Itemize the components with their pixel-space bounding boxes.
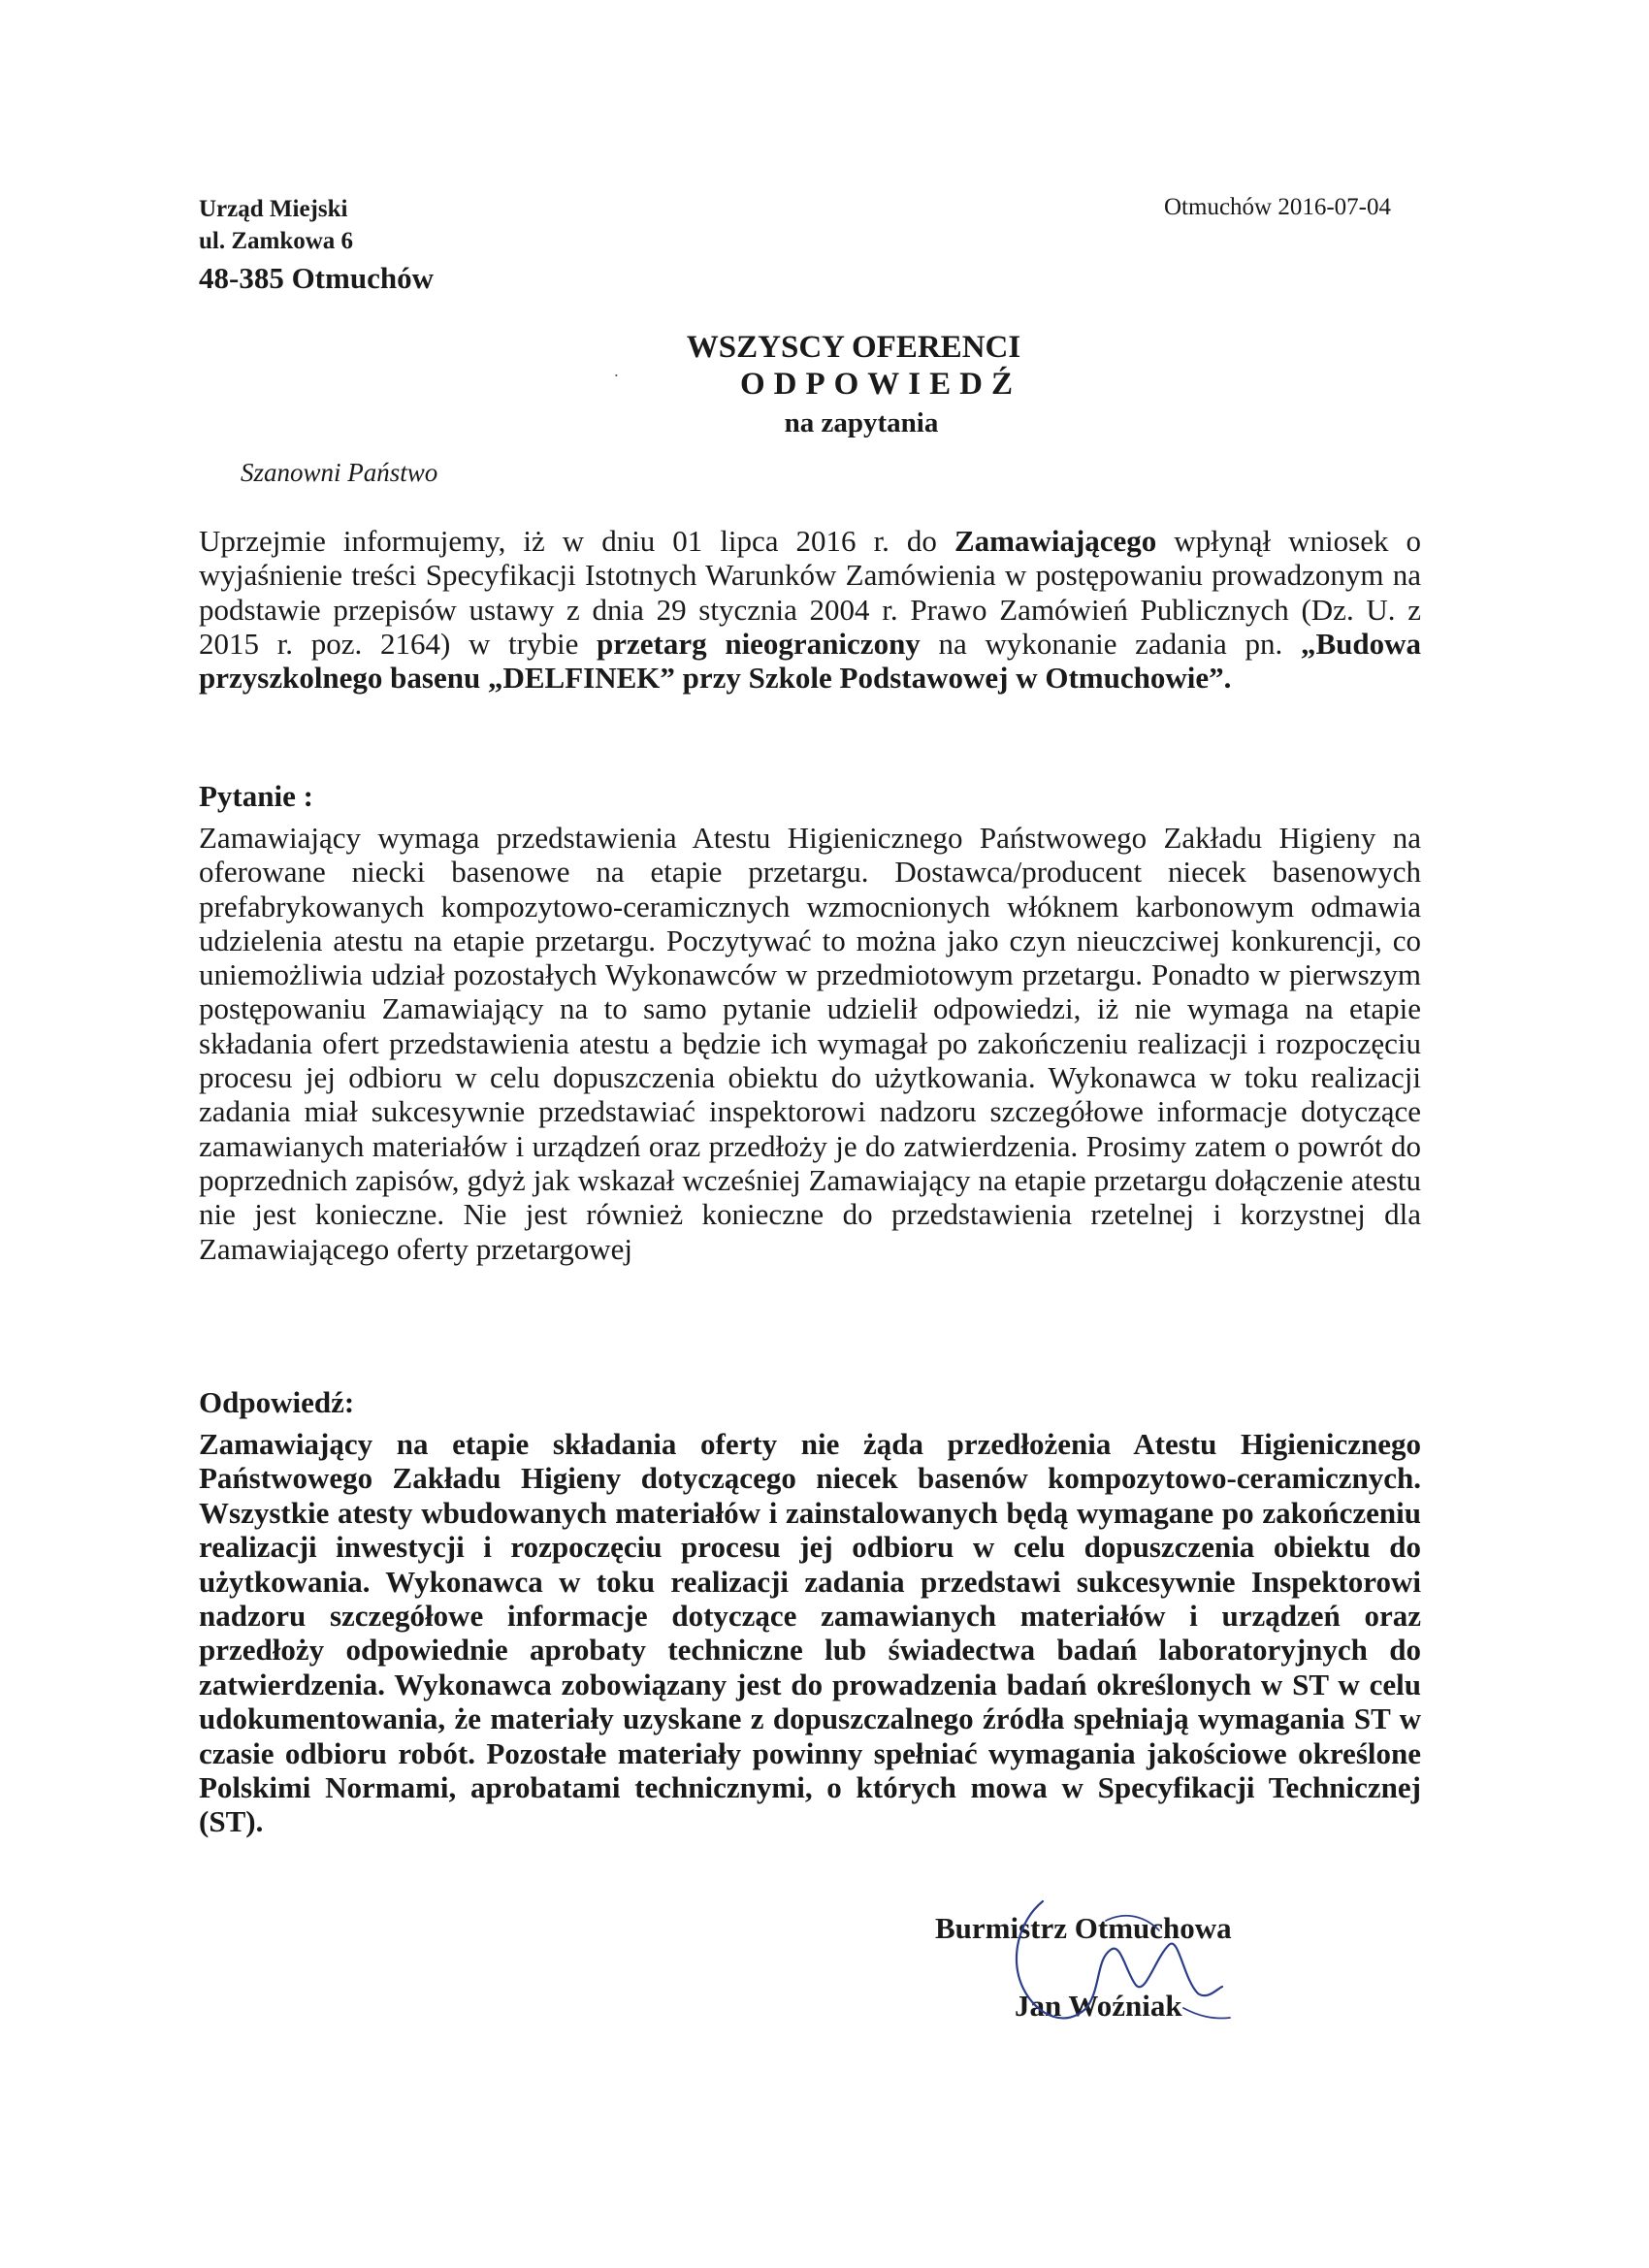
intro-text-2: wpłynął wniosek o wyjaśnienie treści Specyfikacji Istotnych Warunków Zamówienia w postępowaniu prowadzonym na podstawie przepisów ustawy z dnia 29 stycznia 2004 r. Prawo Zamówień Publicznych (Dz. U. z 2015 r. poz. 2164) w trybie	[199, 524, 1421, 661]
recipient-heading: WSZYSCY OFERENCI	[686, 330, 1021, 365]
answer-text: Zamawiający na etapie składania oferty nie żąda przedłożenia Atestu Higienicznego Państwowego Zakładu Higieny dotyczącego niecek basenów kompozytowo-ceramicznych. Wszystkie atesty wbudowanych materiałów i zainstalowanych będą wymagane po zakończeniu realizacji inwestycji i rozpoczęciu procesu jej odbioru w celu dopuszczenia obiektu do użytkowania. Wykonawca w toku realizacji zadania przedstawi sukcesywnie Inspektorowi nadzoru szczegółowe informacje dotyczące zamawianych materiałów i urządzeń oraz przedłoży odpowiednie aprobaty techniczne lub świadectwa badań laboratoryjnych do zatwierdzenia. Wykonawca zobowiązany jest do prowadzenia badań określonych w ST w celu udokumentowania, że materiały uzyskane z dopuszczalnego źródła spełniają wymagania ST w czasie odbioru robót. Pozostałe materiały powinny spełniać wymagania jakościowe określone Polskimi Normami, aprobatami technicznymi, o których mowa w Specyfikacji Technicznej (ST).	[199, 1427, 1421, 1839]
letter-date: Otmuchów 2016-07-04	[1164, 194, 1391, 220]
intro-text-1: Uprzejmie informujemy, iż w dniu 01 lipca 2016 r. do	[199, 524, 954, 558]
question-text: Zamawiający wymaga przedstawienia Atestu Higienicznego Państwowego Zakładu Higieny na oferowane niecki basenowe na etapie przetargu. Dostawca/producent niecek basenowych prefabrykowanych kompozytowo-ceramicznych wzmocnionych włóknem karbonowym odmawia udzielenia atestu na etapie przetargu. Poczytywać to można jako czyn nieuczciwej konkurencji, co uniemożliwia udział pozostałych Wykonawców w przedmiotowym przetargu. Ponadto w pierwszym postępowaniu Zamawiający na to samo pytanie udzielił odpowiedzi, iż nie wymaga na etapie składania ofert przedstawienia atestu a będzie ich wymagał po zakończeniu realizacji i rozpoczęciu procesu jej odbioru w celu dopuszczenia obiektu do użytkowania. Wykonawca w toku realizacji zadania miał sukcesywnie przedstawiać inspektorowi nadzoru szczegółowe informacje dotyczące zamawianych materiałów i urządzeń oraz przedłoży je do zatwierdzenia. Prosimy zatem o powrót do poprzednich zapisów, gdyż jak wskazał wcześniej Zamawiający na etapie przetargu dołączenie atestu nie jest konieczne. Nie jest również konieczne do przedstawienia rzetelnej i korzystnej dla Zamawiającego oferty przetargowej	[199, 821, 1421, 1266]
intro-text-3: na wykonanie zadania pn.	[920, 626, 1301, 661]
intro-bold-1: Zamawiającego	[954, 524, 1157, 558]
handwritten-signature-icon	[989, 1892, 1242, 2037]
salutation: Szanowni Państwo	[241, 458, 438, 487]
signatory-name: Jan Woźniak	[1015, 1989, 1182, 2023]
answer-label: Odpowiedź:	[199, 1385, 355, 1419]
sender-street: ul. Zamkowa 6	[199, 227, 354, 254]
signatory-title: Burmistrz Otmuchowa	[935, 1911, 1232, 1945]
sender-office: Urząd Miejski	[199, 196, 348, 222]
intro-paragraph	[199, 524, 1421, 695]
sender-city: 48-385 Otmuchów	[199, 261, 434, 295]
document-title: ODPOWIEDŹ	[739, 367, 1022, 402]
stray-mark-decoration: ˙	[613, 371, 620, 392]
sender-address	[199, 194, 434, 298]
intro-bold-2: przetarg nieograniczony	[597, 626, 921, 661]
intro-bold-3: „Budowa przyszkolnego basenu „DELFINEK” przy Szkole Podstawowej w Otmuchowie”.	[199, 626, 1421, 696]
document-subtitle: na zapytania	[784, 407, 939, 438]
question-label: Pytanie :	[199, 779, 313, 813]
